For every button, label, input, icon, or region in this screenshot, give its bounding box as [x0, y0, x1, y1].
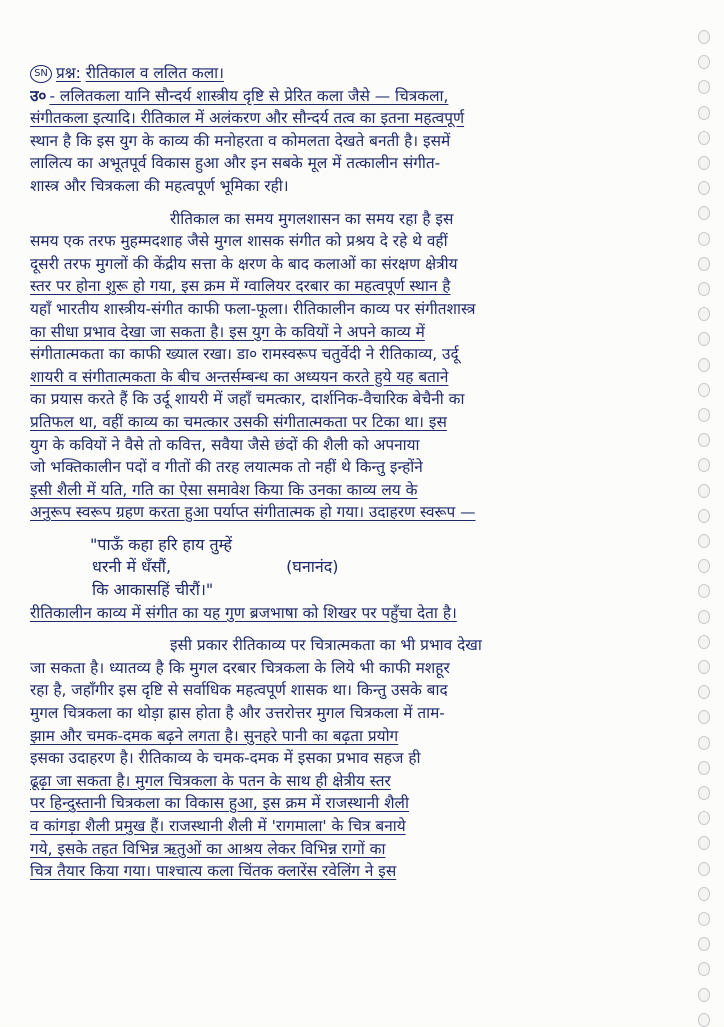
binder-holes [694, 0, 720, 1024]
binder-hole [698, 761, 710, 775]
answer-text: शास्त्र और चित्रकला की महत्वपूर्ण भूमिका रही। [30, 176, 289, 195]
binder-hole [698, 710, 710, 724]
answer-paragraph-2 [30, 208, 680, 524]
answer-text: रीतिकालीन काव्य में संगीत का यह गुण ब्रजभाषा को शिखर पर पहुँचा देता है। [30, 603, 457, 622]
binder-hole [698, 307, 710, 321]
answer-text: जा सकता है। ध्यातव्य है कि मुगल दरबार चित्रकला के लिये भी काफी मशहूर [30, 658, 450, 677]
poem-attribution: (घनानंद) [286, 557, 339, 577]
answer-text: स्तर पर होना शुरू हो गया, इस क्रम में ग्वालियर दरबार का महत्वपूर्ण स्थान है [30, 277, 451, 296]
poem-line: धरनी में धँसौं, [92, 557, 172, 577]
question-prefix: प्रश्न: [56, 64, 81, 82]
answer-paragraph-1 [30, 85, 680, 198]
binder-hole [698, 962, 710, 976]
binder-hole [698, 534, 710, 548]
answer-text: समय एक तरफ मुहम्मदशाह जैसे मुगल शासक संगीत को प्रश्रय दे रहे थे वहीं [30, 232, 448, 251]
answer-text: यहाँ भारतीय शास्त्रीय-संगीत काफी फला-फूला। रीतिकालीन काव्य पर संगीतशास्त्र [30, 299, 476, 318]
answer-text: का प्रयास करते हैं कि उर्दू शायरी में जहाँ चमत्कार, दार्शनिक-वैचारिक बेचैनी का [30, 390, 465, 409]
binder-hole [698, 786, 710, 800]
binder-hole [698, 131, 710, 145]
binder-hole [698, 257, 710, 271]
binder-hole [698, 80, 710, 94]
answer-text: जो भक्तिकालीन पदों व गीतों की तरह लयात्मक तो नहीं थे किन्तु इन्होंने [30, 458, 423, 477]
answer-text: युग के कवियों ने वैसे तो कवित्त, सवैया जैसे छंदों की शैली को अपनाया [30, 435, 420, 454]
answer-text: - ललितकला यानि सौन्दर्य शास्त्रीय दृष्टि से प्रेरित कला जैसे — चित्रकला, [49, 86, 449, 105]
handwritten-answer-sheet [30, 62, 680, 883]
answer-text: दूसरी तरफ मुगलों की केंद्रीय सत्ता के क्षरण के बाद कलाओं का संरक्षण क्षेत्रीय [30, 254, 458, 273]
binder-hole [698, 912, 710, 926]
binder-hole [698, 1013, 710, 1027]
binder-hole [698, 584, 710, 598]
answer-marker: उ० [30, 86, 47, 105]
binder-hole [698, 30, 710, 44]
answer-text: पर हिन्दुस्तानी चित्रकला का विकास हुआ, इस क्रम में राजस्थानी शैली [30, 794, 409, 813]
binder-hole [698, 862, 710, 876]
question-text: रीतिकाल व ललित कला। [85, 64, 224, 82]
binder-hole [698, 559, 710, 573]
answer-text: व कांगड़ा शैली प्रमुख हैं। राजस्थानी शैली में 'रागमाला' के चित्र बनाये [30, 817, 406, 835]
answer-text: झाम और चमक-दमक बढ़ने लगता है। सुनहरे पानी का बढ़ता प्रयोग [30, 726, 399, 745]
binder-hole [698, 206, 710, 220]
question-line [30, 62, 680, 85]
question-marker: SN [30, 65, 52, 83]
binder-hole [698, 635, 710, 649]
answer-text: इसी शैली में यति, गति का ऐसा समावेश किया कि उनका काव्य लय के [30, 480, 418, 499]
answer-text: अनुरूप स्वरूप ग्रहण करता हुआ पर्याप्त संगीतात्मक हो गया। उदाहरण स्वरूप — [30, 503, 476, 522]
answer-text: मुगल चित्रकला का थोड़ा ह्रास होता है और उत्तरोत्तर मुगल चित्रकला में ताम- [30, 704, 445, 723]
answer-text: संगीतकला इत्यादि। रीतिकाल में अलंकरण और सौन्दर्य तत्व का इतना महत्वपूर्ण [30, 109, 465, 128]
binder-hole [698, 484, 710, 498]
binder-hole [698, 55, 710, 69]
binder-hole [698, 232, 710, 246]
binder-hole [698, 156, 710, 170]
poem-line-with-attribution [90, 556, 680, 579]
binder-hole [698, 811, 710, 825]
binder-hole [698, 610, 710, 624]
binder-hole [698, 181, 710, 195]
binder-hole [698, 887, 710, 901]
answer-text: स्थान है कि इस युग के काव्य की मनोहरता व कोमलता देखते बनती है। इसमें [30, 131, 451, 150]
binder-hole [698, 358, 710, 372]
answer-text: संगीतात्मकता का काफी ख्याल रखा। डा० रामस्वरूप चतुर्वेदी ने रीतिकाव्य, उर्दू [30, 345, 459, 364]
binder-hole [698, 282, 710, 296]
binder-hole [698, 332, 710, 346]
poem-line: "पाऊँ कहा हरि हाय तुम्हें [90, 534, 232, 554]
poem-line: कि आकासहिं चीरौं।" [92, 580, 214, 600]
answer-line [30, 85, 680, 108]
answer-text: गये, इसके तहत विभिन्न ऋतुओं का आश्रय लेकर विभिन्न रागों का [30, 839, 386, 858]
answer-text: इसी प्रकार रीतिकाव्य पर चित्रात्मकता का भी प्रभाव देखा [170, 636, 482, 655]
binder-hole [698, 458, 710, 472]
poem-quote [30, 534, 680, 602]
binder-hole [698, 383, 710, 397]
binder-hole [698, 736, 710, 750]
answer-text: प्रतिफल था, वहीं काव्य का चमत्कार उसकी संगीतात्मकता पर टिका था। इस [30, 412, 447, 431]
answer-text: चित्र तैयार किया गया। पाश्चात्य कला चिंतक क्लारेंस रवेलिंग ने इस [30, 862, 397, 881]
binder-hole [698, 106, 710, 120]
binder-hole [698, 836, 710, 850]
binder-hole [698, 685, 710, 699]
answer-text: इसका उदाहरण है। रीतिकाव्य के चमक-दमक में इसका प्रभाव सहज ही [30, 749, 421, 768]
answer-text: रीतिकाल का समय मुगलशासन का समय रहा है इस [170, 209, 454, 228]
answer-paragraph-4 [30, 634, 680, 883]
binder-hole [698, 509, 710, 523]
answer-text: लालित्य का अभूतपूर्व विकास हुआ और इन सबके मूल में तत्कालीन संगीत- [30, 154, 441, 173]
binder-hole [698, 937, 710, 951]
binder-hole [698, 408, 710, 422]
answer-text: ढूढ़ा जा सकता है। मुगल चित्रकला के पतन के साथ ही क्षेत्रीय स्तर [30, 771, 391, 790]
answer-text: शायरी व संगीतात्मकता के बीच अन्तर्सम्बन्ध का अध्ययन करते हुये यह बताने [30, 367, 449, 386]
binder-hole [698, 988, 710, 1002]
answer-text: का सीधा प्रभाव देखा जा सकता है। इस युग के कवियों ने अपने काव्य में [30, 322, 425, 341]
binder-hole [698, 433, 710, 447]
binder-hole [698, 660, 710, 674]
answer-text: रहा है, जहाँगीर इस दृष्टि से सर्वाधिक महत्वपूर्ण शासक था। किन्तु उसके बाद [30, 681, 448, 700]
